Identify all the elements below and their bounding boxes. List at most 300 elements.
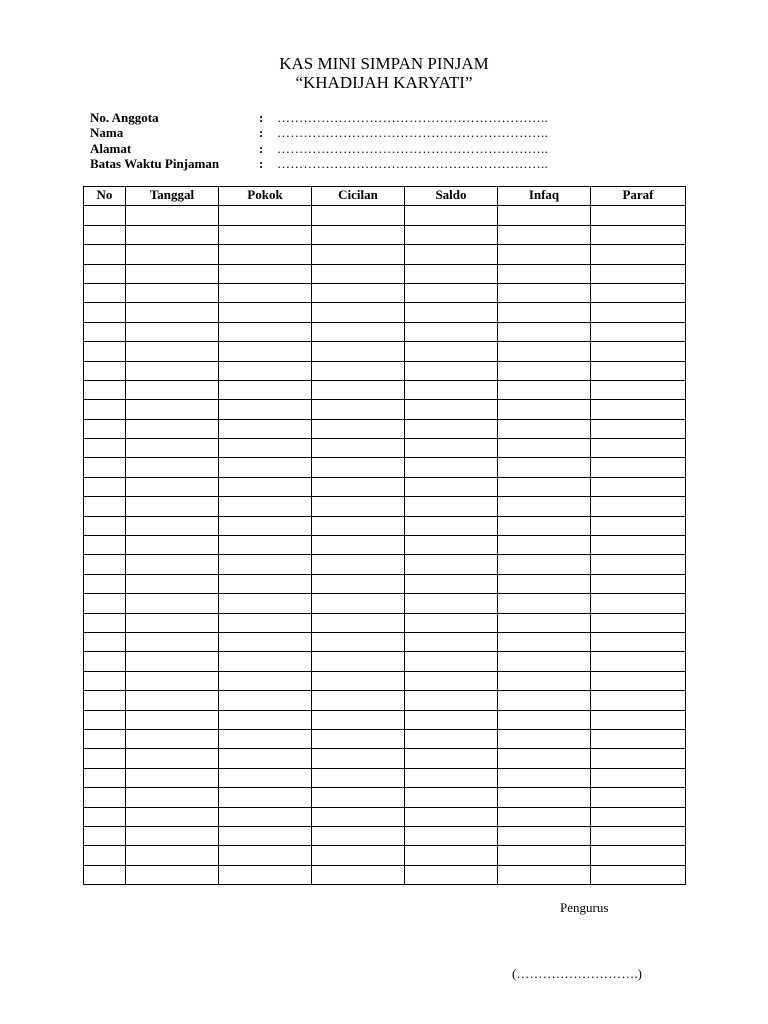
table-cell bbox=[84, 400, 126, 419]
table-cell bbox=[126, 574, 219, 593]
signature-name-line: (……………………….) bbox=[512, 966, 643, 981]
table-cell bbox=[126, 458, 219, 477]
table-cell bbox=[126, 206, 219, 225]
name-field: …………………………………………………….. bbox=[277, 125, 548, 141]
table-cell bbox=[405, 380, 498, 399]
table-cell bbox=[84, 206, 126, 225]
table-cell bbox=[498, 419, 591, 438]
table-cell bbox=[126, 342, 219, 361]
table-cell bbox=[126, 536, 219, 555]
column-header-no: No bbox=[84, 187, 126, 206]
table-cell bbox=[126, 729, 219, 748]
table-cell bbox=[405, 729, 498, 748]
table-cell bbox=[84, 749, 126, 768]
table-cell bbox=[84, 632, 126, 651]
table-row bbox=[84, 419, 686, 438]
table-cell bbox=[126, 516, 219, 535]
table-cell bbox=[405, 768, 498, 787]
table-cell bbox=[126, 594, 219, 613]
table-cell bbox=[591, 400, 686, 419]
table-cell bbox=[219, 652, 312, 671]
table-row bbox=[84, 264, 686, 283]
table-cell bbox=[405, 555, 498, 574]
table-cell bbox=[498, 361, 591, 380]
table-cell bbox=[126, 361, 219, 380]
table-cell bbox=[84, 594, 126, 613]
table-row bbox=[84, 342, 686, 361]
table-row bbox=[84, 807, 686, 826]
table-cell bbox=[219, 245, 312, 264]
table-cell bbox=[84, 768, 126, 787]
table-cell bbox=[126, 710, 219, 729]
table-cell bbox=[405, 594, 498, 613]
table-cell bbox=[219, 206, 312, 225]
table-cell bbox=[591, 225, 686, 244]
table-cell bbox=[498, 458, 591, 477]
table-cell bbox=[498, 846, 591, 865]
table-cell bbox=[219, 225, 312, 244]
table-cell bbox=[405, 788, 498, 807]
table-cell bbox=[219, 671, 312, 690]
table-cell bbox=[312, 439, 405, 458]
table-cell bbox=[219, 458, 312, 477]
table-cell bbox=[126, 439, 219, 458]
table-cell bbox=[405, 361, 498, 380]
table-row bbox=[84, 729, 686, 748]
table-cell bbox=[498, 652, 591, 671]
table-cell bbox=[591, 303, 686, 322]
table-cell bbox=[498, 400, 591, 419]
table-cell bbox=[126, 497, 219, 516]
table-cell bbox=[126, 303, 219, 322]
table-cell bbox=[498, 768, 591, 787]
table-cell bbox=[126, 632, 219, 651]
page-subtitle: “KHADIJAH KARYATI” bbox=[295, 73, 473, 92]
table-cell bbox=[405, 245, 498, 264]
table-cell bbox=[498, 710, 591, 729]
table-cell bbox=[405, 303, 498, 322]
table-cell bbox=[405, 497, 498, 516]
table-cell bbox=[405, 419, 498, 438]
table-cell bbox=[312, 613, 405, 632]
table-cell bbox=[126, 691, 219, 710]
table-cell bbox=[126, 225, 219, 244]
table-cell bbox=[312, 322, 405, 341]
table-row bbox=[84, 846, 686, 865]
table-cell bbox=[219, 691, 312, 710]
table-cell bbox=[591, 613, 686, 632]
table-cell bbox=[219, 729, 312, 748]
table-cell bbox=[219, 632, 312, 651]
table-cell bbox=[405, 477, 498, 496]
table-cell bbox=[219, 322, 312, 341]
table-cell bbox=[312, 807, 405, 826]
table-cell bbox=[219, 264, 312, 283]
column-header-date: Tanggal bbox=[126, 187, 219, 206]
table-cell bbox=[126, 283, 219, 302]
table-cell bbox=[84, 380, 126, 399]
table-cell bbox=[84, 826, 126, 845]
table-row bbox=[84, 458, 686, 477]
table-cell bbox=[591, 477, 686, 496]
table-cell bbox=[405, 710, 498, 729]
column-header-balance: Saldo bbox=[405, 187, 498, 206]
table-cell bbox=[591, 516, 686, 535]
table-cell bbox=[498, 788, 591, 807]
table-cell bbox=[498, 865, 591, 884]
table-cell bbox=[498, 303, 591, 322]
table-cell bbox=[84, 613, 126, 632]
table-cell bbox=[84, 419, 126, 438]
table-cell bbox=[219, 516, 312, 535]
table-cell bbox=[405, 652, 498, 671]
table-cell bbox=[126, 652, 219, 671]
table-cell bbox=[312, 826, 405, 845]
table-cell bbox=[312, 574, 405, 593]
table-cell bbox=[498, 439, 591, 458]
table-cell bbox=[219, 380, 312, 399]
table-cell bbox=[498, 477, 591, 496]
table-cell bbox=[312, 671, 405, 690]
table-cell bbox=[405, 536, 498, 555]
table-row bbox=[84, 439, 686, 458]
table-cell bbox=[405, 826, 498, 845]
table-cell bbox=[84, 865, 126, 884]
table-cell bbox=[498, 671, 591, 690]
table-cell bbox=[405, 342, 498, 361]
table-row bbox=[84, 652, 686, 671]
table-cell bbox=[312, 768, 405, 787]
table-cell bbox=[591, 458, 686, 477]
column-header-signature: Paraf bbox=[591, 187, 686, 206]
table-cell bbox=[84, 497, 126, 516]
table-cell bbox=[312, 264, 405, 283]
table-row bbox=[84, 322, 686, 341]
table-cell bbox=[405, 846, 498, 865]
table-row bbox=[84, 497, 686, 516]
table-cell bbox=[84, 264, 126, 283]
table-cell bbox=[219, 497, 312, 516]
table-cell bbox=[312, 652, 405, 671]
table-cell bbox=[591, 729, 686, 748]
table-cell bbox=[591, 768, 686, 787]
table-row bbox=[84, 380, 686, 399]
table-cell bbox=[126, 380, 219, 399]
table-cell bbox=[126, 400, 219, 419]
table-cell bbox=[591, 380, 686, 399]
address-field: …………………………………………………….. bbox=[277, 140, 548, 156]
table-cell bbox=[591, 322, 686, 341]
table-cell bbox=[405, 283, 498, 302]
table-cell bbox=[84, 536, 126, 555]
address-colon: : bbox=[259, 140, 264, 156]
page-title: KAS MINI SIMPAN PINJAM bbox=[279, 54, 489, 73]
table-cell bbox=[126, 264, 219, 283]
table-cell bbox=[219, 788, 312, 807]
table-row bbox=[84, 400, 686, 419]
table-cell bbox=[126, 846, 219, 865]
table-cell bbox=[591, 555, 686, 574]
table-cell bbox=[405, 613, 498, 632]
name-label: Nama bbox=[90, 125, 124, 141]
column-header-installment: Cicilan bbox=[312, 187, 405, 206]
table-cell bbox=[126, 788, 219, 807]
name-colon: : bbox=[259, 125, 264, 141]
table-cell bbox=[405, 574, 498, 593]
table-row bbox=[84, 574, 686, 593]
table-cell bbox=[312, 632, 405, 651]
table-cell bbox=[126, 807, 219, 826]
table-cell bbox=[498, 516, 591, 535]
table-cell bbox=[405, 264, 498, 283]
member-number-label: No. Anggota bbox=[90, 110, 159, 125]
table-cell bbox=[126, 322, 219, 341]
table-cell bbox=[498, 807, 591, 826]
table-cell bbox=[405, 865, 498, 884]
table-row bbox=[84, 671, 686, 690]
table-cell bbox=[405, 439, 498, 458]
table-cell bbox=[312, 361, 405, 380]
table-cell bbox=[591, 632, 686, 651]
table-cell bbox=[591, 846, 686, 865]
table-cell bbox=[126, 768, 219, 787]
table-row bbox=[84, 225, 686, 244]
table-cell bbox=[219, 807, 312, 826]
table-row bbox=[84, 361, 686, 380]
table-cell bbox=[219, 439, 312, 458]
table-cell bbox=[219, 594, 312, 613]
table-row bbox=[84, 691, 686, 710]
table-cell bbox=[219, 400, 312, 419]
table-cell bbox=[126, 419, 219, 438]
table-cell bbox=[84, 671, 126, 690]
table-row bbox=[84, 768, 686, 787]
table-cell bbox=[84, 225, 126, 244]
table-cell bbox=[591, 671, 686, 690]
table-cell bbox=[498, 749, 591, 768]
table-cell bbox=[312, 691, 405, 710]
table-cell bbox=[219, 826, 312, 845]
table-body bbox=[84, 206, 686, 885]
table-cell bbox=[84, 303, 126, 322]
table-cell bbox=[84, 691, 126, 710]
table-cell bbox=[498, 729, 591, 748]
table-cell bbox=[591, 497, 686, 516]
table-cell bbox=[591, 439, 686, 458]
table-cell bbox=[312, 729, 405, 748]
table-cell bbox=[498, 497, 591, 516]
loan-ledger-table bbox=[83, 186, 686, 885]
table-cell bbox=[219, 613, 312, 632]
table-cell bbox=[591, 264, 686, 283]
table-row bbox=[84, 245, 686, 264]
table-cell bbox=[498, 283, 591, 302]
table-cell bbox=[84, 807, 126, 826]
table-cell bbox=[312, 710, 405, 729]
table-header-row bbox=[84, 187, 686, 206]
table-cell bbox=[84, 788, 126, 807]
table-cell bbox=[312, 497, 405, 516]
table-cell bbox=[126, 749, 219, 768]
signature-role: Pengurus bbox=[560, 900, 609, 915]
table-row bbox=[84, 865, 686, 884]
table-cell bbox=[498, 613, 591, 632]
table-row bbox=[84, 516, 686, 535]
table-row bbox=[84, 536, 686, 555]
table-cell bbox=[84, 361, 126, 380]
table-cell bbox=[126, 671, 219, 690]
table-cell bbox=[312, 283, 405, 302]
table-cell bbox=[219, 865, 312, 884]
table-cell bbox=[405, 400, 498, 419]
table-cell bbox=[312, 555, 405, 574]
table-cell bbox=[591, 749, 686, 768]
table-row bbox=[84, 613, 686, 632]
table-cell bbox=[498, 380, 591, 399]
table-cell bbox=[84, 710, 126, 729]
table-cell bbox=[498, 206, 591, 225]
table-cell bbox=[312, 400, 405, 419]
table-cell bbox=[591, 865, 686, 884]
table-cell bbox=[498, 536, 591, 555]
table-cell bbox=[312, 516, 405, 535]
table-cell bbox=[498, 594, 591, 613]
table-cell bbox=[84, 322, 126, 341]
table-cell bbox=[498, 264, 591, 283]
table-cell bbox=[591, 245, 686, 264]
table-cell bbox=[498, 225, 591, 244]
table-cell bbox=[126, 865, 219, 884]
table-cell bbox=[126, 245, 219, 264]
table-row bbox=[84, 826, 686, 845]
table-row bbox=[84, 283, 686, 302]
table-cell bbox=[591, 206, 686, 225]
table-row bbox=[84, 477, 686, 496]
table-cell bbox=[84, 477, 126, 496]
loan-deadline-field: …………………………………………………….. bbox=[277, 155, 548, 171]
table-cell bbox=[219, 846, 312, 865]
table-cell bbox=[312, 206, 405, 225]
table-cell bbox=[591, 788, 686, 807]
table-cell bbox=[591, 652, 686, 671]
table-cell bbox=[312, 245, 405, 264]
table-cell bbox=[219, 419, 312, 438]
table-cell bbox=[405, 458, 498, 477]
table-cell bbox=[312, 749, 405, 768]
table-cell bbox=[591, 826, 686, 845]
table-cell bbox=[84, 458, 126, 477]
table-row bbox=[84, 710, 686, 729]
table-row bbox=[84, 303, 686, 322]
member-number-colon: : bbox=[259, 110, 264, 125]
table-cell bbox=[591, 361, 686, 380]
table-cell bbox=[312, 342, 405, 361]
table-cell bbox=[498, 826, 591, 845]
table-cell bbox=[312, 225, 405, 244]
table-cell bbox=[219, 361, 312, 380]
table-cell bbox=[312, 380, 405, 399]
table-cell bbox=[591, 710, 686, 729]
table-cell bbox=[84, 652, 126, 671]
table-cell bbox=[591, 594, 686, 613]
table-cell bbox=[312, 477, 405, 496]
table-cell bbox=[126, 613, 219, 632]
member-number-field: …………………………………………………….. bbox=[277, 110, 548, 125]
table-cell bbox=[498, 245, 591, 264]
table-cell bbox=[405, 322, 498, 341]
table-cell bbox=[498, 632, 591, 651]
column-header-principal: Pokok bbox=[219, 187, 312, 206]
table-cell bbox=[498, 691, 591, 710]
table-cell bbox=[405, 516, 498, 535]
table-cell bbox=[591, 807, 686, 826]
table-cell bbox=[405, 749, 498, 768]
table-cell bbox=[591, 283, 686, 302]
table-cell bbox=[498, 574, 591, 593]
loan-deadline-label: Batas Waktu Pinjaman bbox=[90, 155, 220, 171]
table-cell bbox=[219, 710, 312, 729]
table-cell bbox=[126, 826, 219, 845]
table-cell bbox=[591, 536, 686, 555]
table-cell bbox=[219, 283, 312, 302]
table-cell bbox=[219, 303, 312, 322]
table-cell bbox=[84, 729, 126, 748]
table-cell bbox=[405, 225, 498, 244]
table-cell bbox=[84, 342, 126, 361]
table-cell bbox=[498, 555, 591, 574]
column-header-infaq: Infaq bbox=[498, 187, 591, 206]
table-cell bbox=[84, 846, 126, 865]
table-cell bbox=[591, 691, 686, 710]
table-cell bbox=[312, 788, 405, 807]
table-cell bbox=[219, 536, 312, 555]
table-cell bbox=[84, 439, 126, 458]
table-cell bbox=[219, 477, 312, 496]
table-cell bbox=[219, 749, 312, 768]
table-cell bbox=[405, 206, 498, 225]
table-cell bbox=[312, 458, 405, 477]
table-cell bbox=[126, 477, 219, 496]
table-cell bbox=[219, 574, 312, 593]
table-cell bbox=[312, 536, 405, 555]
table-cell bbox=[405, 691, 498, 710]
table-cell bbox=[591, 342, 686, 361]
table-cell bbox=[219, 768, 312, 787]
table-cell bbox=[312, 846, 405, 865]
table-row bbox=[84, 555, 686, 574]
table-cell bbox=[591, 574, 686, 593]
table-cell bbox=[84, 283, 126, 302]
table-cell bbox=[84, 245, 126, 264]
table-cell bbox=[498, 342, 591, 361]
table-cell bbox=[405, 632, 498, 651]
table-cell bbox=[126, 555, 219, 574]
table-cell bbox=[405, 807, 498, 826]
table-cell bbox=[84, 574, 126, 593]
table-cell bbox=[84, 516, 126, 535]
table-cell bbox=[219, 555, 312, 574]
table-cell bbox=[498, 322, 591, 341]
table-cell bbox=[312, 303, 405, 322]
table-row bbox=[84, 206, 686, 225]
table-cell bbox=[405, 671, 498, 690]
table-row bbox=[84, 749, 686, 768]
table-cell bbox=[312, 419, 405, 438]
table-cell bbox=[312, 865, 405, 884]
table-row bbox=[84, 632, 686, 651]
table-cell bbox=[591, 419, 686, 438]
table-row bbox=[84, 788, 686, 807]
